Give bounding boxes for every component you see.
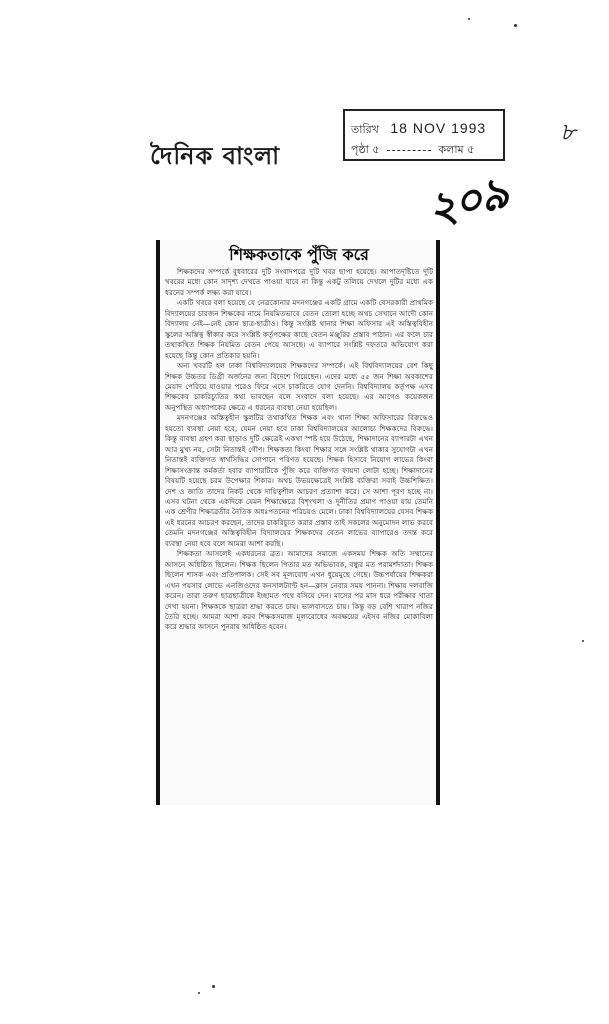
stamp-column-value: ৫ <box>467 143 475 156</box>
article-paragraph: শিক্ষকতা আসলেই একধরনের ব্রত। আমাদের সমাজে একসময় শিক্ষক অতি সম্মানের আসনে অধিষ্ঠিত ছিলেন। শিক্ষক ছিলেন পিতার মত অভিভাবক, বন্ধুর মত পরামর্শদাতা। শিক্ষক ছিলেন শাসক এবং প্রতিপালক। সেই সব মূল্যবোধ এখন ধুয়েমুছে গেছে। উচ্চপর্যায়ের শিক্ষকরা এখন পয়সার লোভে এনজিওদের কনসালট্যান্ট হন—ক্লাস নেবার সময় পাননা। শিক্ষায় দলবাজি করেন। তারা তরুণ ছাত্রছাত্রীকে ইচ্ছামত পথে বসিয়ে দেন। মাসের পর মাস ধরে পরীক্ষার খাতা দেখা হয়না। শিক্ষককে ছাত্ররা শ্রদ্ধা করতে চায়। ভালবাসতে চায়। কিন্তু বড় বেশি খারাপ নজির তৈরি হচ্ছে। আমরা আশা করব শিক্ষকসমাজ মূল্যবোধের অবক্ষয়ের এইসব নজির মোকাবিলা করে শ্রদ্ধার আসনে পুনরায় অধিষ্ঠিত হবেন। <box>165 549 433 632</box>
date-stamp <box>343 109 505 161</box>
stamp-page-label: পৃষ্ঠা <box>351 143 369 156</box>
stamp-divider <box>387 150 431 151</box>
newspaper-clipping <box>156 240 440 805</box>
article-paragraph: শিক্ষকদের সম্পর্কে বুধবারের দুটি সংবাদপত্রে দুটি খবর ছাপা হয়েছে। আপাতদৃষ্টিতে দুটি খবরের মধ্যে কোন সাদৃশ্য দেখতে পাওয়া যাবে না কিন্তু একটু তলিয়ে দেখলে দুটির মধ্যে এক ধরনের সম্পর্ক লক্ষ্য করা যাবে। <box>165 267 433 297</box>
corner-handwritten-mark: ৮ <box>560 118 576 146</box>
article-title: শিক্ষকতাকে পুঁজি করে <box>229 245 369 264</box>
article-body <box>165 267 433 633</box>
article-paragraph: একটি খবরে বলা হয়েছে যে নেত্রকোনার মদনগঞ্জের একটি গ্রামে একটি বেসরকারী প্রাথমিক বিদ্যালয়ের চারজন শিক্ষকের নামে নিয়মিতভাবে বেতন তোলা হচ্ছে অথচ সেখানে আদৌ কোন বিদ্যালয় নেই—নেই কোন ছাত্র-ছাত্রীও। কিন্তু সংশ্লিষ্ট থানার শিক্ষা অফিসার এই অস্তিত্ববিহীন স্কুলের অস্তিত্ব স্বীকার করে সংশ্লিষ্ট কর্তৃপক্ষের কাছে বেতন মঞ্জুরির প্রস্তাব পাঠান। এর ফলে চার তথাকথিত শিক্ষক নিয়মিত বেতন পেয়ে আসছে। এ ব্যাপারে সংশ্লিষ্ট দফতরে অভিযোগ করা হয়েছে কিন্তু কোন প্রতিকার হয়নি। <box>165 298 433 360</box>
scan-speck <box>514 24 517 27</box>
stamp-page-row <box>351 141 474 160</box>
scan-speck <box>468 18 470 20</box>
stamp-column-label: কলাম <box>438 143 464 156</box>
newspaper-name: দৈনিক বাংলা <box>150 141 281 170</box>
article-paragraph: মদনগঞ্জের অস্তিত্বহীন স্কুলটির তথাকথিত শিক্ষক এবং থানা শিক্ষা অফিসারের বিরুদ্ধেও হয়তো ব্যবস্থা নেয়া হবে, যেমন নেয়া হবে ঢাকা বিশ্ববিদ্যালয়ের আলোচ্য শিক্ষকদের বিরুদ্ধে। কিন্তু ব্যবস্থা গ্রহণ করা ছাড়াও দুটি ক্ষেত্রেই একথা স্পষ্ট হয়ে উঠেছে, শিক্ষাদানের ব্যাপারটা এখন আর মুখ্য নয়, সেটা নিতান্তই গৌণ। শিক্ষকতা কিংবা শিক্ষার সঙ্গে সংশ্লিষ্ট থাকার সুযোগটা এখন নিতান্তই ব্যক্তিগত স্বার্থসিদ্ধির সোপানে পরিণত হয়েছে। শিক্ষক হিসাবে নিয়োগ লাভের কিংবা শিক্ষাসংক্রান্ত কর্মকর্তা হবার ব্যাপারটিকে পুঁজি করে ব্যক্তিগত ফায়দা লোটা হচ্ছে। শিক্ষাদানের বিষয়টি হয়েছে চরম উপেক্ষার শিকার। অথচ উভয়ক্ষেত্রেই সংশ্লিষ্ট ব্যক্তিরা সবাই উচ্চশিক্ষিত। দেশ ও জাতি তাদের নিকট থেকে দায়িত্বশীল আচরণ প্রত্যাশা করে। সে আশা পূরণ হচ্ছে না। এসব ঘটনা থেকে একদিকে যেমন শিক্ষাক্ষেত্রে বিশৃংখলা ও দুর্নীতির প্রমাণ পাওয়া যায় তেমনি এক শ্রেণীর শিক্ষাব্রতীর নৈতিক অধঃপতনের পরিচয়ও মেলে। ঢাকা বিশ্ববিদ্যালয়ের যেসব শিক্ষক এই ধরনের আচরণ করছেন, তাদের চাকরিচ্যুত করার প্রস্তাব তাই সকলের অনুমোদন লাভ করবে তেমনি মদনগঞ্জের অস্তিত্ববিহীন বিদ্যালয়ের শিক্ষকদের বেতন লাভের ব্যাপারেও তদন্ত করে ব্যবস্থা নেয়া হবে বলে আমরা আশা করছি। <box>165 413 433 548</box>
handwritten-document-number: ২০৯ <box>422 167 513 236</box>
stamp-date-value: 18 NOV 1993 <box>390 120 487 136</box>
scan-speck <box>582 640 584 642</box>
article-paragraph: অন্য খবরটি হল ঢাকা বিশ্ববিদ্যালয়ের শিক্ষকদের সম্পর্কে। এই বিশ্ববিদ্যালয়ের বেশ কিছু শিক্ষক উচ্চতর ডিগ্রী অর্জনের জন্য বিদেশে গিয়েছেন। এদের মধ্যে ৫৫ জন শিক্ষা অবকাশের মেয়াদ পেরিয়ে যাওয়ার পরেও ফিরে এসে চাকরিতে যোগ দেননি। বিশ্ববিদ্যালয় কর্তৃপক্ষ এসব শিক্ষকের চাকরিচ্যুতির কথা ভাবছেন বলে সংবাদে বলা হয়েছে। এর আগেও কয়েকজন অনুপস্থিত অধ্যাপকের ক্ষেত্রে এ ধরনের ব্যবস্থা নেয়া হয়েছিল। <box>165 361 433 412</box>
scan-speck <box>198 992 200 994</box>
stamp-page-value: ৫ <box>372 143 380 156</box>
scan-speck <box>212 985 215 988</box>
stamp-date-label: তারিখ <box>351 123 379 136</box>
stamp-date-row <box>351 120 486 140</box>
